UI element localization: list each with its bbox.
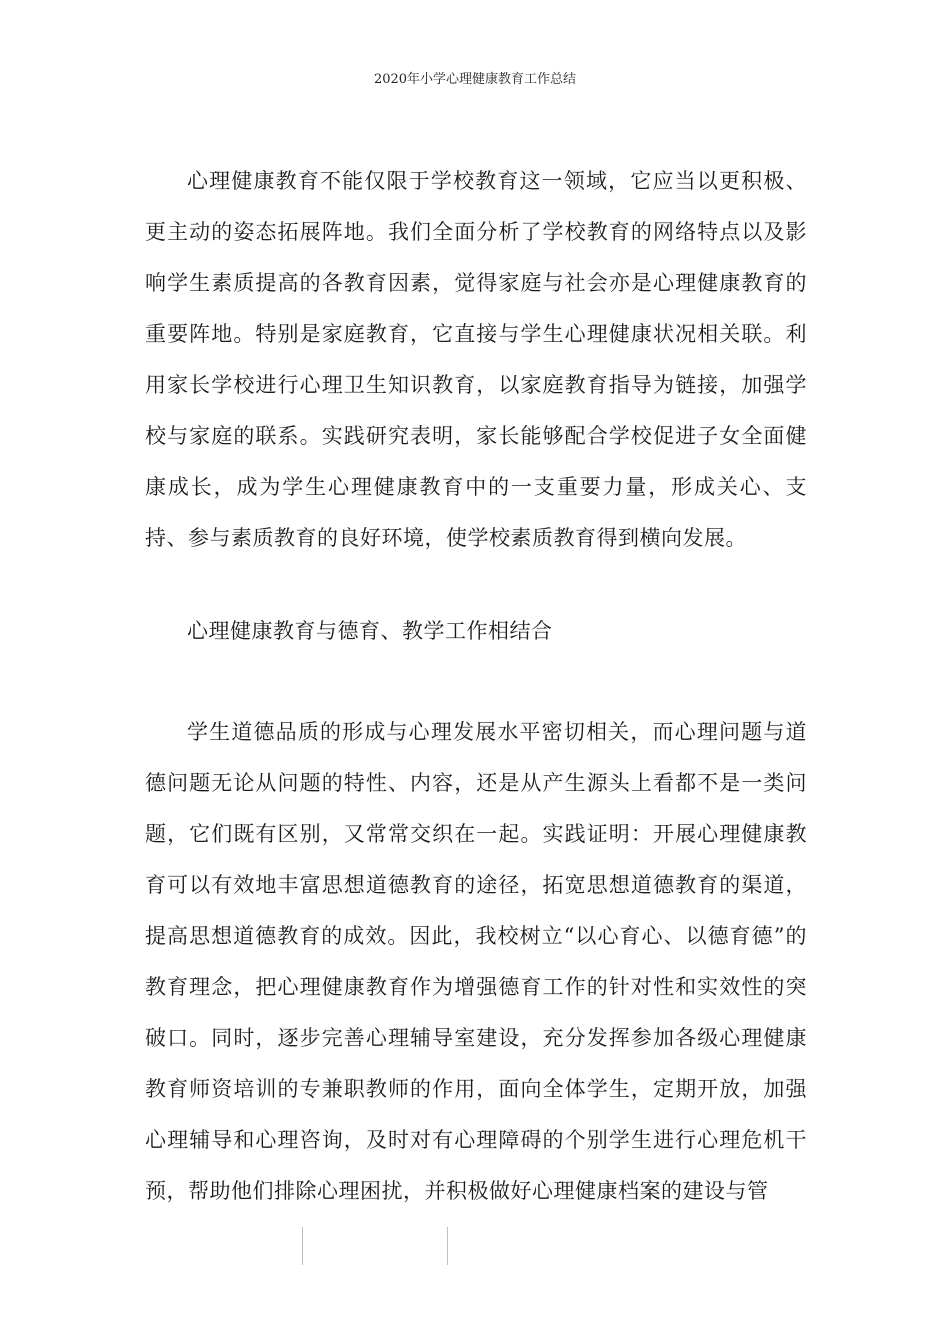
footer-divider-right — [447, 1227, 448, 1265]
running-header-title: 2020年小学心理健康教育工作总结 — [373, 72, 577, 87]
footer-divider-left — [302, 1227, 303, 1265]
paragraph-moral-education: 学生道德品质的形成与心理发展水平密切相关，而心理问题与道德问题无论从问题的特性、内容，还是从产生源头上看都不是一类问题，它们既有区别，又常常交织在一起。实践证明：开展心理健康教育可以有效地丰富思想道德教育的途径，拓宽思想道德教育的渠道，提高思想道德教育的成效。因此，我校树立“以心育心、以德育德”的教育理念，把心理健康教育作为增强德育工作的针对性和实效性的突破口。同时，逐步完善心理辅导室建设，充分发挥参加各级心理健康教育师资培训的专兼职教师的作用，面向全体学生，定期开放，加强心理辅导和心理咨询，及时对有心理障碍的个别学生进行心理危机干预，帮助他们排除心理困扰，并积极做好心理健康档案的建设与管 — [145, 720, 807, 1203]
paragraph-home-school-cooperation: 心理健康教育不能仅限于学校教育这一领域，它应当以更积极、更主动的姿态拓展阵地。我们全面分析了学校教育的网络特点以及影响学生素质提高的各教育因素，觉得家庭与社会亦是心理健康教育的重要阵地。特别是家庭教育，它直接与学生心理健康状况相关联。利用家长学校进行心理卫生知识教育，以家庭教育指导为链接，加强学校与家庭的联系。实践研究表明，家长能够配合学校促进子女全面健康成长，成为学生心理健康教育中的一支重要力量，形成关心、支持、参与素质教育的良好环境，使学校素质教育得到横向发展。 — [145, 169, 807, 550]
section-heading: 心理健康教育与德育、教学工作相结合 — [187, 619, 553, 643]
